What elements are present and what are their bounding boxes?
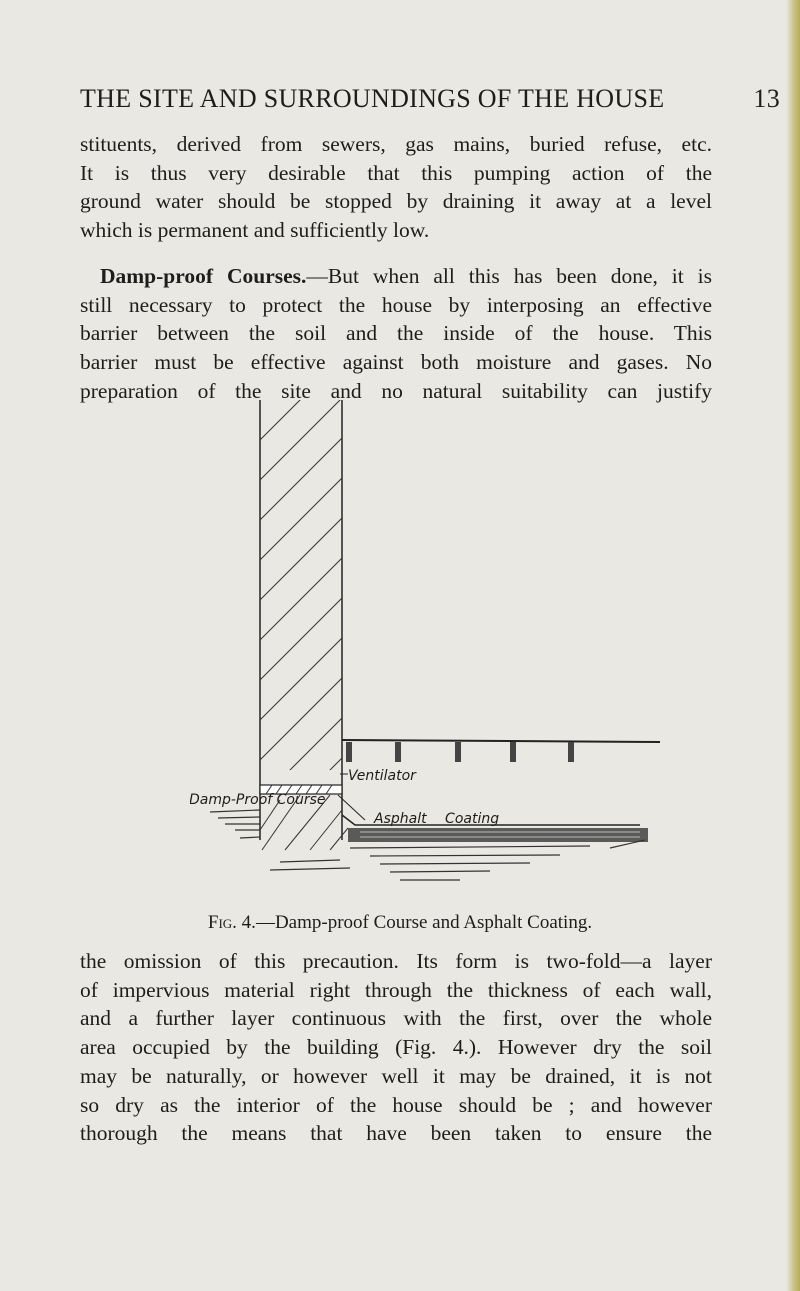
text-line: barrier must be effective against both moisture and gases. No — [80, 350, 712, 375]
text-line: preparation of the site and no natural suitability can justify — [80, 378, 712, 403]
section-heading: Damp-proof Courses. — [100, 264, 307, 288]
text-line: still necessary to protect the house by interposing an effective — [80, 292, 712, 317]
text-line-first — [80, 262, 712, 291]
caption-figure-number: Fig. 4. — [207, 912, 256, 933]
paragraph-1 — [80, 130, 712, 245]
text-line: stituents, derived from sewers, gas mains, buried refuse, etc. — [80, 132, 712, 156]
page-number: 13 — [753, 84, 780, 113]
running-header — [80, 84, 780, 114]
text-line: barrier between the soil and the inside of the house. This — [80, 321, 712, 346]
damp-proof-course-label: Damp-Proof Course — [190, 792, 326, 808]
figure-caption — [0, 912, 800, 934]
text-line: It is thus very desirable that this pumping action of the — [80, 160, 712, 185]
header-title: THE SITE AND SURROUNDINGS OF THE HOUSE — [80, 84, 665, 113]
asphalt-coating-label: Asphalt Coating — [374, 811, 500, 827]
text-line: ground water should be stopped by draining it away at a level — [80, 189, 712, 214]
text-line: which is permanent and sufficiently low. — [80, 218, 430, 243]
figure-4 — [190, 400, 710, 910]
text-line: and a further layer continuous with the first, over the whole — [80, 1006, 712, 1031]
text-line: the omission of this precaution. Its form is two-fold—a layer — [80, 949, 712, 973]
damp-proof-diagram — [190, 400, 710, 910]
text-line: of impervious material right through the thickness of each wall, — [80, 977, 712, 1002]
text-line: may be naturally, or however well it may be drained, it is not — [80, 1063, 712, 1088]
page-edge — [786, 0, 800, 1291]
paragraph-3 — [80, 947, 712, 1148]
floor-joists — [342, 740, 660, 762]
text-line: thorough the means that have been taken to ensure the — [80, 1121, 712, 1146]
wall — [260, 400, 348, 880]
ventilator-label: Ventilator — [348, 768, 416, 784]
text-fragment: —But when all this has been done, it is — [306, 264, 712, 288]
caption-text: —Damp-proof Course and Asphalt Coating. — [255, 912, 593, 933]
paragraph-2 — [80, 262, 712, 406]
text-line: so dry as the interior of the house should be ; and however — [80, 1092, 712, 1117]
text-line: area occupied by the building (Fig. 4.). However dry the soil — [80, 1035, 712, 1060]
